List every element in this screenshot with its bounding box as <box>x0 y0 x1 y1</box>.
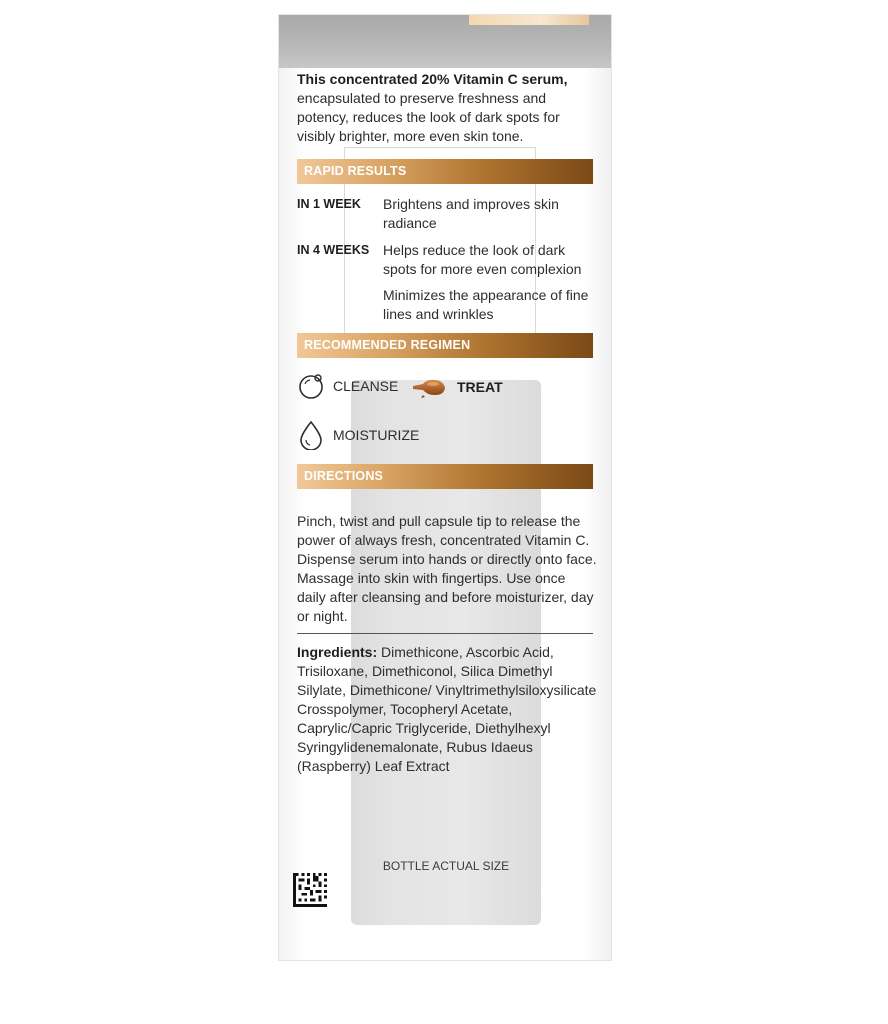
ingredients-label: Ingredients: <box>297 644 378 660</box>
directions-text: Pinch, twist and pull capsule tip to release the power of always fresh, concentrated Vitamin C. Dispense serum into hands or directly onto face. Massage into skin with fingertips. Use once daily after cleansing and before moisturizer, day or night. <box>297 513 597 624</box>
result-row-text: Brightens and improves skin radiance <box>383 196 559 231</box>
result-row <box>297 241 597 281</box>
regimen-step-cleanse <box>297 372 398 400</box>
regimen-step-label: CLEANSE <box>333 378 399 394</box>
regimen-step-treat <box>411 375 503 399</box>
rapid-results-heading: RAPID RESULTS <box>297 159 593 184</box>
bottle-actual-size-label: BOTTLE ACTUAL SIZE <box>382 859 510 873</box>
box-top-orange-strip <box>469 15 589 25</box>
regimen-step-label: MOISTURIZE <box>333 427 420 443</box>
result-row-text: Helps reduce the look of dark spots for more even complexion <box>383 242 582 277</box>
intro-paragraph <box>297 70 597 146</box>
datamatrix-code-icon <box>293 873 327 907</box>
directions-heading: DIRECTIONS <box>297 464 593 489</box>
product-box <box>278 14 612 961</box>
regimen-heading: RECOMMENDED REGIMEN <box>297 333 593 358</box>
cleanse-bubble-icon <box>297 372 325 400</box>
regimen-step-moisturize <box>297 420 419 450</box>
capsule-icon <box>411 375 449 399</box>
intro-rest: encapsulated to preserve freshness and potency, reduces the look of dark spots for visibly brighter, more even skin tone. <box>297 90 560 144</box>
result-row <box>297 195 597 235</box>
intro-bold: This concentrated 20% Vitamin C serum, <box>297 71 568 87</box>
box-top-flap <box>279 15 611 68</box>
result-row <box>297 286 597 326</box>
result-row-text: Minimizes the appearance of fine lines and wrinkles <box>383 287 589 322</box>
section-divider <box>297 633 593 634</box>
result-row-label: IN 1 WEEK <box>297 197 361 211</box>
intro-block <box>297 70 597 146</box>
ingredients-list: Dimethicone, Ascorbic Acid, Trisiloxane, Dimethiconol, Silica Dimethyl Silylate, Dimethicone/ Vinyltrimethylsiloxysilicate Crosspolymer, Tocopheryl Acetate, Caprylic/Capric Triglyceride, Diethylhexyl Syringylidenemalonate, Rubus Idaeus (Raspberry) Leaf Extract <box>297 644 597 774</box>
ingredients-paragraph <box>297 643 597 776</box>
result-row-label: IN 4 WEEKS <box>297 243 370 257</box>
regimen-step-label: TREAT <box>457 379 503 395</box>
droplet-icon <box>297 420 325 450</box>
